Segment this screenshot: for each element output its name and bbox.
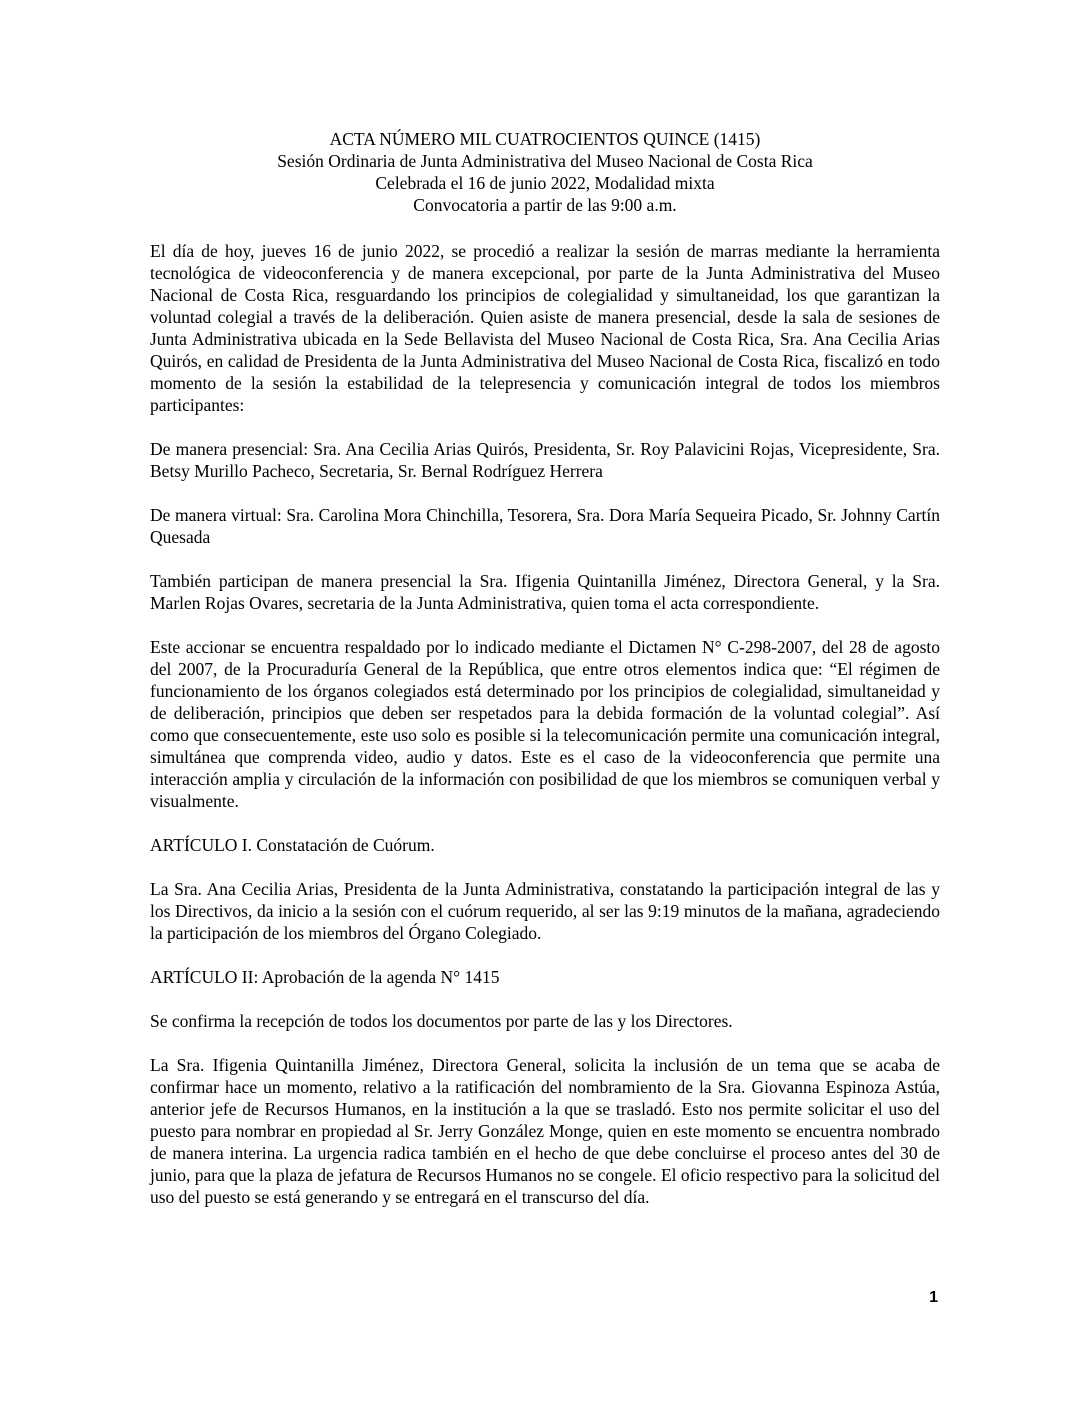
act-title: ACTA NÚMERO MIL CUATROCIENTOS QUINCE (1415) — [329, 129, 761, 149]
article-2-heading: ARTÍCULO II: Aprobación de la agenda N° 1415 — [150, 967, 500, 987]
document-header — [150, 128, 940, 216]
paragraph-inclusion-request: La Sra. Ifigenia Quintanilla Jiménez, Directora General, solicita la inclusión de un tema que se acaba de confirmar hace un momento, relativo a la ratificación del nombramiento de la Sra. Giovanna Espinoza Astúa, anterior jefe de Recursos Humanos, en la institución a la que se trasladó. Esto nos permite solicitar el uso del puesto para nombrar en propiedad al Sr. Jerry González Monge, quien en este momento se encuentra nombrado de manera interina. La urgencia radica también en el hecho de que debe concluirse el proceso antes del 30 de junio, para que la plaza de jefatura de Recursos Humanos no se congele. El oficio respectivo para la solicitud del uso del puesto se está generando y se entregará en el transcurso del día. — [150, 1055, 940, 1207]
session-subtitle: Sesión Ordinaria de Junta Administrativa del Museo Nacional de Costa Rica — [277, 151, 813, 171]
session-convocation: Convocatoria a partir de las 9:00 a.m. — [413, 195, 677, 215]
page-number: 1 — [929, 1289, 938, 1306]
paragraph-also-participate: También participan de manera presencial la Sra. Ifigenia Quintanilla Jiménez, Directora General, y la Sra. Marlen Rojas Ovares, secretaria de la Junta Administrativa, quien toma el acta correspondiente. — [150, 571, 940, 613]
paragraph-quorum: La Sra. Ana Cecilia Arias, Presidenta de la Junta Administrativa, constatando la participación integral de las y los Directivos, da inicio a la sesión con el cuórum requerido, al ser las 9:19 minutos de la mañana, agradeciendo la participación de los miembros del Órgano Colegiado. — [150, 879, 940, 943]
paragraph-presencial: De manera presencial: Sra. Ana Cecilia Arias Quirós, Presidenta, Sr. Roy Palavicini Rojas, Vicepresidente, Sra. Betsy Murillo Pacheco, Secretaria, Sr. Bernal Rodríguez Herrera — [150, 439, 940, 481]
paragraph-legal-basis: Este accionar se encuentra respaldado por lo indicado mediante el Dictamen N° C-298-2007, del 28 de agosto del 2007, de la Procuraduría General de la República, que entre otros elementos indica que: “El régimen de funcionamiento de los órganos colegiados está determinado por los principios de colegialidad, simultaneidad y de deliberación, principios que deben ser respetados para la debida formación de la voluntad colegial”. Así como que consecuentemente, este uso solo es posible si la telecomunicación permite una comunicación integral, simultánea que comprenda video, audio y datos. Este es el caso de la videoconferencia que permite una interacción amplia y circulación de la información con posibilidad de que los miembros se comuniquen verbal y visualmente. — [150, 637, 940, 811]
paragraph-documents-received: Se confirma la recepción de todos los documentos por parte de las y los Directores. — [150, 1011, 733, 1031]
session-date: Celebrada el 16 de junio 2022, Modalidad mixta — [375, 173, 715, 193]
article-1-heading: ARTÍCULO I. Constatación de Cuórum. — [150, 835, 435, 855]
paragraph-virtual: De manera virtual: Sra. Carolina Mora Chinchilla, Tesorera, Sra. Dora María Sequeira Picado, Sr. Johnny Cartín Quesada — [150, 505, 940, 547]
document-body — [150, 240, 940, 1230]
paragraph-intro: El día de hoy, jueves 16 de junio 2022, se procedió a realizar la sesión de marras mediante la herramienta tecnológica de videoconferencia y de manera excepcional, por parte de la Junta Administrativa del Museo Nacional de Costa Rica, resguardando los principios de colegialidad y simultaneidad, los que garantizan la voluntad colegial a través de la deliberación. Quien asiste de manera presencial, desde la sala de sesiones de Junta Administrativa ubicada en la Sede Bellavista del Museo Nacional de Costa Rica, Sra. Ana Cecilia Arias Quirós, en calidad de Presidenta de la Junta Administrativa del Museo Nacional de Costa Rica, fiscalizó en todo momento de la sesión la estabilidad de la telepresencia y comunicación integral de todos los miembros participantes: — [150, 241, 940, 415]
